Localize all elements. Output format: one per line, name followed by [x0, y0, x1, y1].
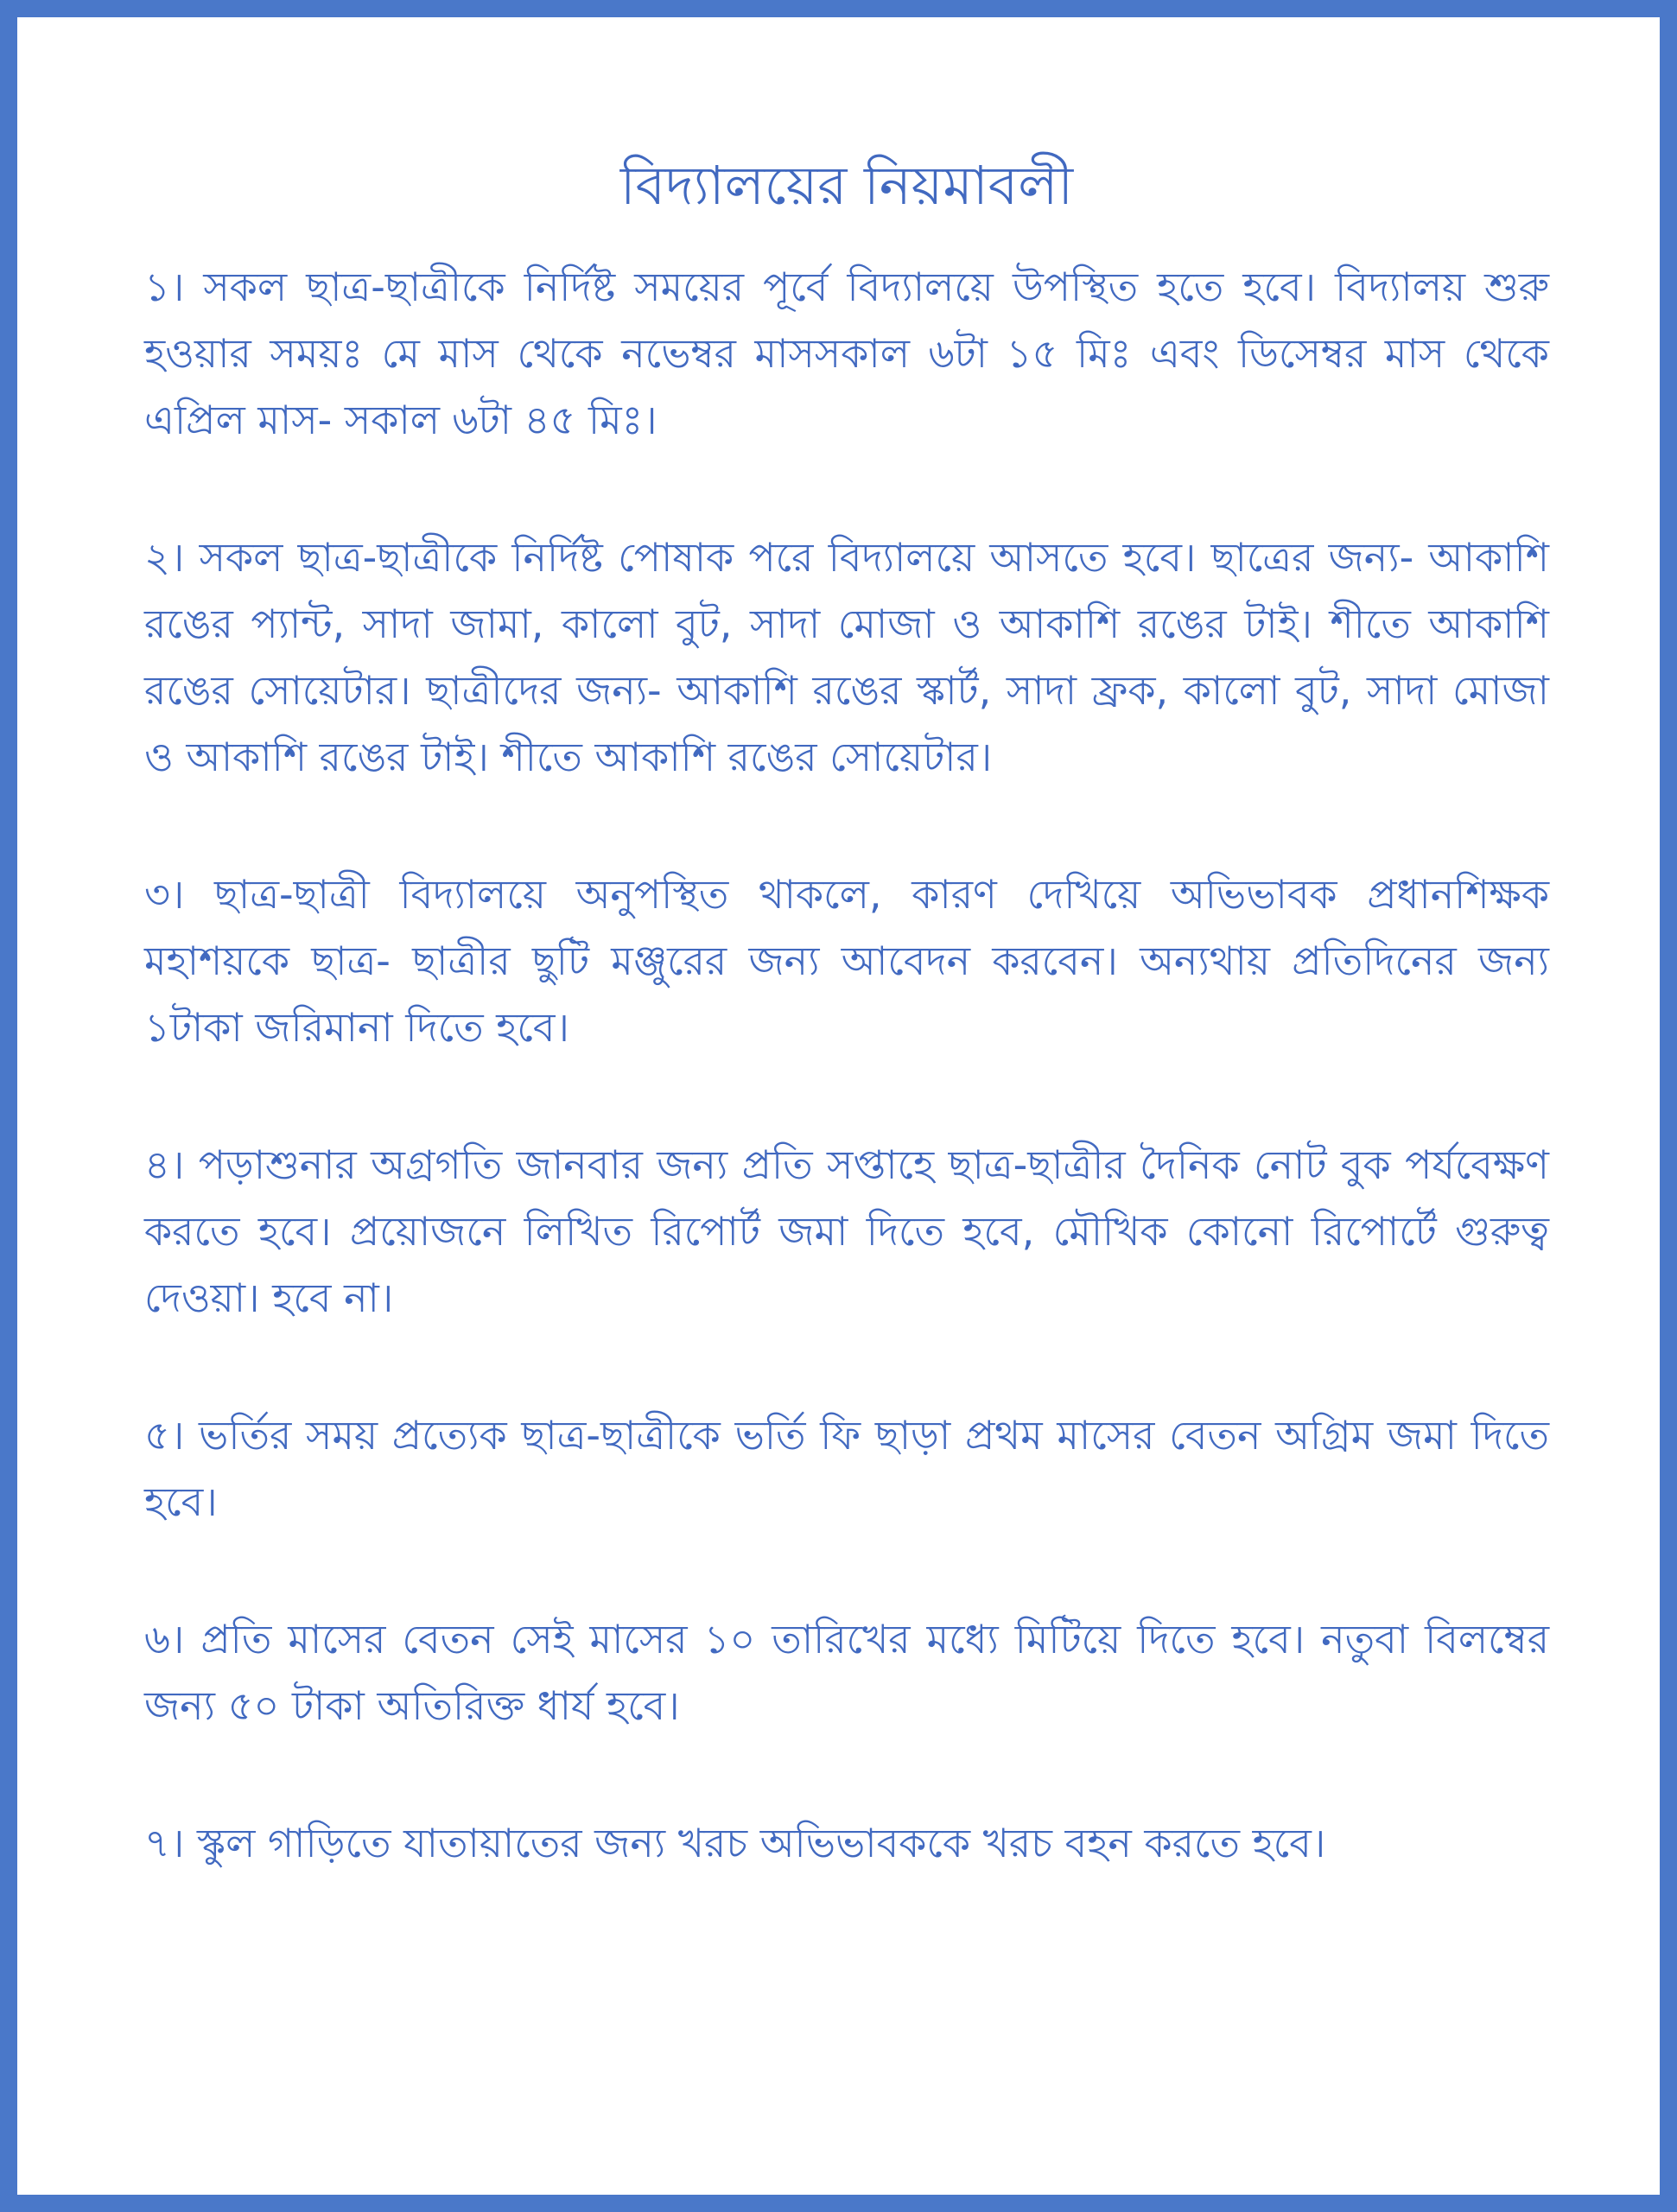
rule-2: ২। সকল ছাত্র-ছাত্রীকে নির্দিষ্ট পোষাক পরে বিদ্যালয়ে আসতে হবে। ছাত্রের জন্য- আকাশি রঙের প্যান্ট, সাদা জামা, কালো বুট, সাদা মোজা ও আকাশি রঙের টাই। শীতে আকাশি রঙের সোয়েটার। ছাত্রীদের জন্য- আকাশি রঙের স্কার্ট, সাদা ফ্রক, কালো বুট, সাদা মোজা ও আকাশি রঙের টাই। শীতে আকাশি রঙের সোয়েটার।	[144, 534, 1549, 780]
page-title: বিদ্যালয়ের নিয়মাবলী	[619, 154, 1074, 217]
rule-7: ৭। স্কুল গাড়িতে যাতায়াতের জন্য খরচ অভিভাবককে খরচ বহন করতে হবে।	[144, 1820, 1326, 1866]
rule-5: ৫। ভর্তির সময় প্রত্যেক ছাত্র-ছাত্রীকে ভর্তি ফি ছাড়া প্রথম মাসের বেতন অগ্রিম জমা দিতে হবে।	[144, 1412, 1549, 1525]
rule-6: ৬। প্রতি মাসের বেতন সেই মাসের ১০ তারিখের মধ্যে মিটিয়ে দিতে হবে। নতুবা বিলম্বের জন্য ৫০ টাকা অতিরিক্ত ধার্য হবে।	[144, 1616, 1549, 1729]
rule-3: ৩। ছাত্র-ছাত্রী বিদ্যালয়ে অনুপস্থিত থাকলে, কারণ দেখিয়ে অভিভাবক প্রধানশিক্ষক মহাশয়কে ছাত্র- ছাত্রীর ছুটি মঞ্জুরের জন্য আবেদন করবেন। অন্যথায় প্রতিদিনের জন্য ১টাকা জরিমানা দিতে হবে।	[144, 871, 1549, 1051]
rule-1: ১। সকল ছাত্র-ছাত্রীকে নির্দিষ্ট সময়ের পূর্বে বিদ্যালয়ে উপস্থিত হতে হবে। বিদ্যালয় শুরু হওয়ার সময়ঃ মে মাস থেকে নভেম্বর মাসসকাল ৬টা ১৫ মিঃ এবং ডিসেম্বর মাস থেকে এপ্রিল মাস- সকাল ৬টা ৪৫ মিঃ।	[144, 264, 1549, 443]
rule-4: ৪। পড়াশুনার অগ্রগতি জানবার জন্য প্রতি সপ্তাহে ছাত্র-ছাত্রীর দৈনিক নোট বুক পর্যবেক্ষণ করতে হবে। প্রয়োজনে লিখিত রিপোর্ট জমা দিতে হবে, মৌখিক কোনো রিপোর্টে গুরুত্ব দেওয়া। হবে না।	[144, 1141, 1549, 1321]
rules-content	[144, 147, 1549, 1948]
